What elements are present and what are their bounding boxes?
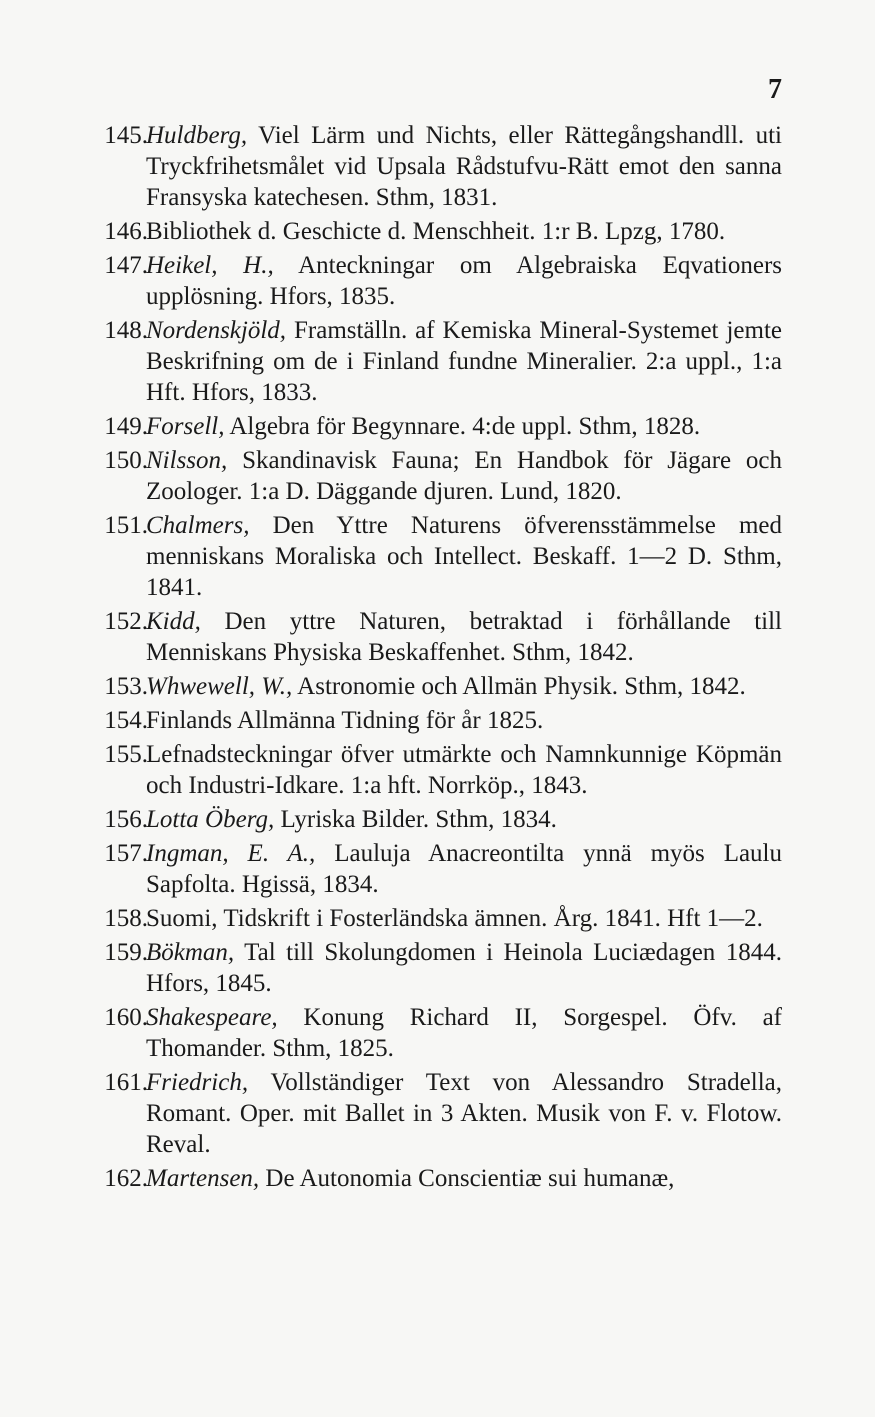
entry-title: Lefnadsteckningar öfver utmärkte och Namnkunnige Köpmän och Industri-Idkare. 1:a hft. Norrköp., 1843.: [146, 741, 782, 799]
entry-text: [146, 1067, 782, 1160]
entry-text: [146, 606, 782, 668]
entry-number: 147.: [104, 252, 148, 279]
entry-title: Tal till Skolungdomen i Heinola Luciædagen 1844. Hfors, 1845.: [146, 939, 782, 997]
entry-title: Algebra för Begynnare. 4:de uppl. Sthm, 1828.: [229, 413, 701, 440]
list-item: [0, 120, 875, 213]
entry-author: Forsell,: [146, 413, 225, 440]
entry-number: 145.: [104, 122, 148, 149]
list-item: [0, 903, 875, 934]
entry-number: 162.: [104, 1165, 148, 1192]
entry-author: Whwewell, W.,: [146, 673, 293, 700]
list-item: [0, 1163, 875, 1194]
entry-author: Heikel, H.,: [146, 252, 274, 279]
catalogue-list: [0, 120, 875, 1197]
entry-number: 160.: [104, 1004, 148, 1031]
entry-text: [146, 739, 782, 801]
entry-number: 151.: [104, 512, 148, 539]
entry-text: [146, 411, 782, 442]
list-item: [0, 411, 875, 442]
entry-author: Bökman,: [146, 939, 235, 966]
entry-title: Lauluja Anacreontilta ynnä myös Laulu Sapfolta. Hgissä, 1834.: [146, 840, 783, 898]
entry-author: Huldberg,: [146, 122, 248, 149]
entry-number: 146.: [104, 218, 148, 245]
entry-number: 158.: [104, 905, 148, 932]
entry-number: 149.: [104, 413, 148, 440]
list-item: [0, 445, 875, 507]
list-item: [0, 705, 875, 736]
list-item: [0, 315, 875, 408]
entry-author: Chalmers,: [146, 512, 250, 539]
entry-title: Finlands Allmänna Tidning för år 1825.: [146, 707, 544, 734]
entry-number: 161.: [104, 1069, 148, 1096]
list-item: [0, 739, 875, 801]
list-item: [0, 606, 875, 668]
entry-author: Friedrich,: [146, 1069, 249, 1096]
entry-title: Lyriska Bilder. Sthm, 1834.: [280, 806, 557, 833]
entry-title: Astronomie och Allmän Physik. Sthm, 1842.: [297, 673, 746, 700]
list-item: [0, 937, 875, 999]
entry-title: Framställn. af Kemiska Mineral-Systemet jemte Beskrifning om de i Finland fundne Mineralier. 2:a uppl., 1:a Hft. Hfors, 1833.: [146, 317, 782, 406]
page-number: 7: [768, 74, 782, 105]
entry-text: [146, 671, 782, 702]
list-item: [0, 804, 875, 835]
entry-title: Viel Lärm und Nichts, eller Rättegångshandll. uti Tryckfrihetsmålet vid Upsala Rådstufvu-Rätt emot den sanna Fransyska katechesen. Sthm, 1831.: [146, 122, 782, 211]
entry-text: [146, 804, 782, 835]
entry-number: 153.: [104, 673, 148, 700]
entry-author: Martensen,: [146, 1165, 260, 1192]
entry-number: 156.: [104, 806, 148, 833]
entry-number: 159.: [104, 939, 148, 966]
list-item: [0, 1002, 875, 1064]
entry-text: [146, 705, 782, 736]
entry-text: [146, 445, 782, 507]
entry-text: [146, 120, 782, 213]
entry-author: Kidd,: [146, 608, 201, 635]
entry-title: Suomi, Tidskrift i Fosterländska ämnen. Årg. 1841. Hft 1—2.: [146, 905, 763, 932]
entry-text: [146, 838, 782, 900]
entry-text: [146, 315, 782, 408]
entry-text: [146, 1002, 782, 1064]
entry-title: Den Yttre Naturens öfverensstämmelse med menniskans Moraliska och Intellect. Beskaff. 1—2 D. Sthm, 1841.: [146, 512, 782, 601]
entry-number: 148.: [104, 317, 148, 344]
entry-author: Lotta Öberg,: [146, 806, 275, 833]
entry-title: Konung Richard II, Sorgespel. Öfv. af Thomander. Sthm, 1825.: [146, 1004, 782, 1062]
entry-author: Nordenskjöld,: [146, 317, 287, 344]
list-item: [0, 1067, 875, 1160]
entry-number: 152.: [104, 608, 148, 635]
list-item: [0, 510, 875, 603]
entry-number: 157.: [104, 840, 148, 867]
entry-number: 150.: [104, 447, 148, 474]
entry-number: 155.: [104, 741, 148, 768]
entry-text: [146, 510, 782, 603]
entry-text: [146, 250, 782, 312]
entry-text: [146, 216, 782, 247]
entry-author: Nilsson,: [146, 447, 228, 474]
entry-text: [146, 1163, 782, 1194]
list-item: [0, 216, 875, 247]
entry-title: Anteckningar om Algebraiska Eqvationers upplösning. Hfors, 1835.: [146, 252, 783, 310]
entry-text: [146, 903, 782, 934]
entry-title: Vollständiger Text von Alessandro Stradella, Romant. Oper. mit Ballet in 3 Akten. Musik von F. v. Flotow. Reval.: [146, 1069, 782, 1158]
entry-author: Shakespeare,: [146, 1004, 278, 1031]
entry-title: De Autonomia Conscientiæ sui humanæ,: [265, 1165, 675, 1192]
entry-title: Bibliothek d. Geschicte d. Menschheit. 1:r B. Lpzg, 1780.: [146, 218, 726, 245]
entry-text: [146, 937, 782, 999]
entry-title: Den yttre Naturen, betraktad i förhållande till Menniskans Physiska Beskaffenhet. Sthm, 1842.: [146, 608, 783, 666]
list-item: [0, 838, 875, 900]
entry-number: 154.: [104, 707, 148, 734]
entry-title: Skandinavisk Fauna; En Handbok för Jägare och Zoologer. 1:a D. Däggande djuren. Lund, 1820.: [146, 447, 782, 505]
entry-author: Ingman, E. A.,: [146, 840, 316, 867]
list-item: [0, 671, 875, 702]
list-item: [0, 250, 875, 312]
